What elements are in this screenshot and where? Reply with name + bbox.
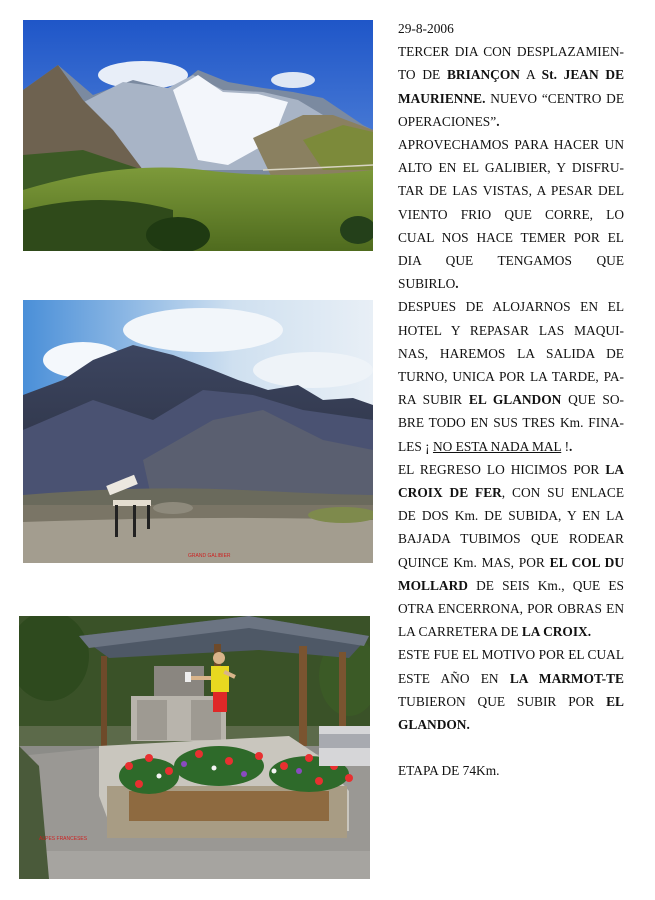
photo-caption: GRAND GALIBIER [188, 553, 231, 559]
text-run: NUEVO “CENTRO DE OPERACIONES” [398, 90, 624, 129]
place-name-la-croix: LA CROIX. [521, 624, 592, 640]
date-line: 29-8-2006 [398, 21, 454, 36]
text-run: APROVECHAMOS PARA HACER UN ALTO EN EL GALIBIER, Y DISFRU-TAR DE LAS VISTAS, A PESAR DEL VIENTO FRIO QUE CORRE, LO CUAL NOS HACE TEMER POR EL DIA QUE TENGAMOS QUE SUBIRLO [398, 137, 624, 292]
place-name-glandon: EL GLANDON. [398, 693, 624, 733]
text-run: QUE SO-BRE TODO EN SUS TRES Km. FINA-LES ¡ [398, 392, 625, 454]
text-run: DE SEIS Km., QUE ES OTRA ENCERRONA, POR OBRAS EN LA CARRETERA DE [398, 577, 624, 640]
text-run: ESTE FUE EL MOTIVO POR EL CUAL ESTE AÑO EN [398, 647, 624, 686]
event-name-marmotte: LA MARMOT-TE [509, 670, 624, 686]
text-run: EL REGRESO LO HICIMOS POR [398, 461, 606, 477]
photo-fountain-cyclist [19, 616, 370, 879]
photo-mountain-bench [23, 300, 373, 563]
text-run: . [569, 438, 573, 454]
photo-mountains-snow [23, 20, 373, 251]
text-run: ! [561, 438, 570, 454]
stage-distance: ETAPA DE 74Km. [398, 763, 500, 779]
paragraph-1 [398, 40, 624, 133]
photo-caption: ALPES FRANCESES [39, 836, 88, 842]
paragraph-3 [398, 295, 624, 457]
place-name-glandon: EL GLANDON [468, 392, 562, 408]
text-run: TERCER DIA CON DESPLAZAMIEN-TO DE [398, 44, 624, 83]
place-name-croix-de-fer: LA CROIX DE FER [398, 461, 624, 501]
text-run: A [519, 67, 542, 83]
text-run: TUBIERON QUE SUBIR POR [398, 693, 607, 709]
paragraph-2 [398, 133, 624, 295]
place-name-briancon: BRIANÇON [447, 67, 520, 83]
paragraph-4 [398, 458, 624, 644]
text-run: . [455, 276, 459, 292]
paragraph-5 [398, 643, 624, 736]
spacer [398, 736, 624, 759]
underlined-phrase: NO ESTA NADA MAL [432, 438, 562, 454]
text-run: DESPUES DE ALOJARNOS EN EL HOTEL Y REPASAR LAS MAQUI-NAS, HAREMOS LA SALIDA DE TURNO, UNICA POR LA TARDE, PA-RA SUBIR [398, 299, 624, 408]
text-run: , CON SU ENLACE DE DOS Km. DE SUBIDA, Y EN LA BAJADA TUBIMOS QUE RODEAR QUINCE Km. MAS, POR [398, 485, 625, 570]
text-run: . [496, 113, 500, 129]
article-text [398, 17, 624, 783]
place-name-col-du-mollard: EL COL DU MOLLARD [398, 554, 625, 593]
place-name-st-jean: St. JEAN DE MAURIENNE. [398, 67, 625, 106]
